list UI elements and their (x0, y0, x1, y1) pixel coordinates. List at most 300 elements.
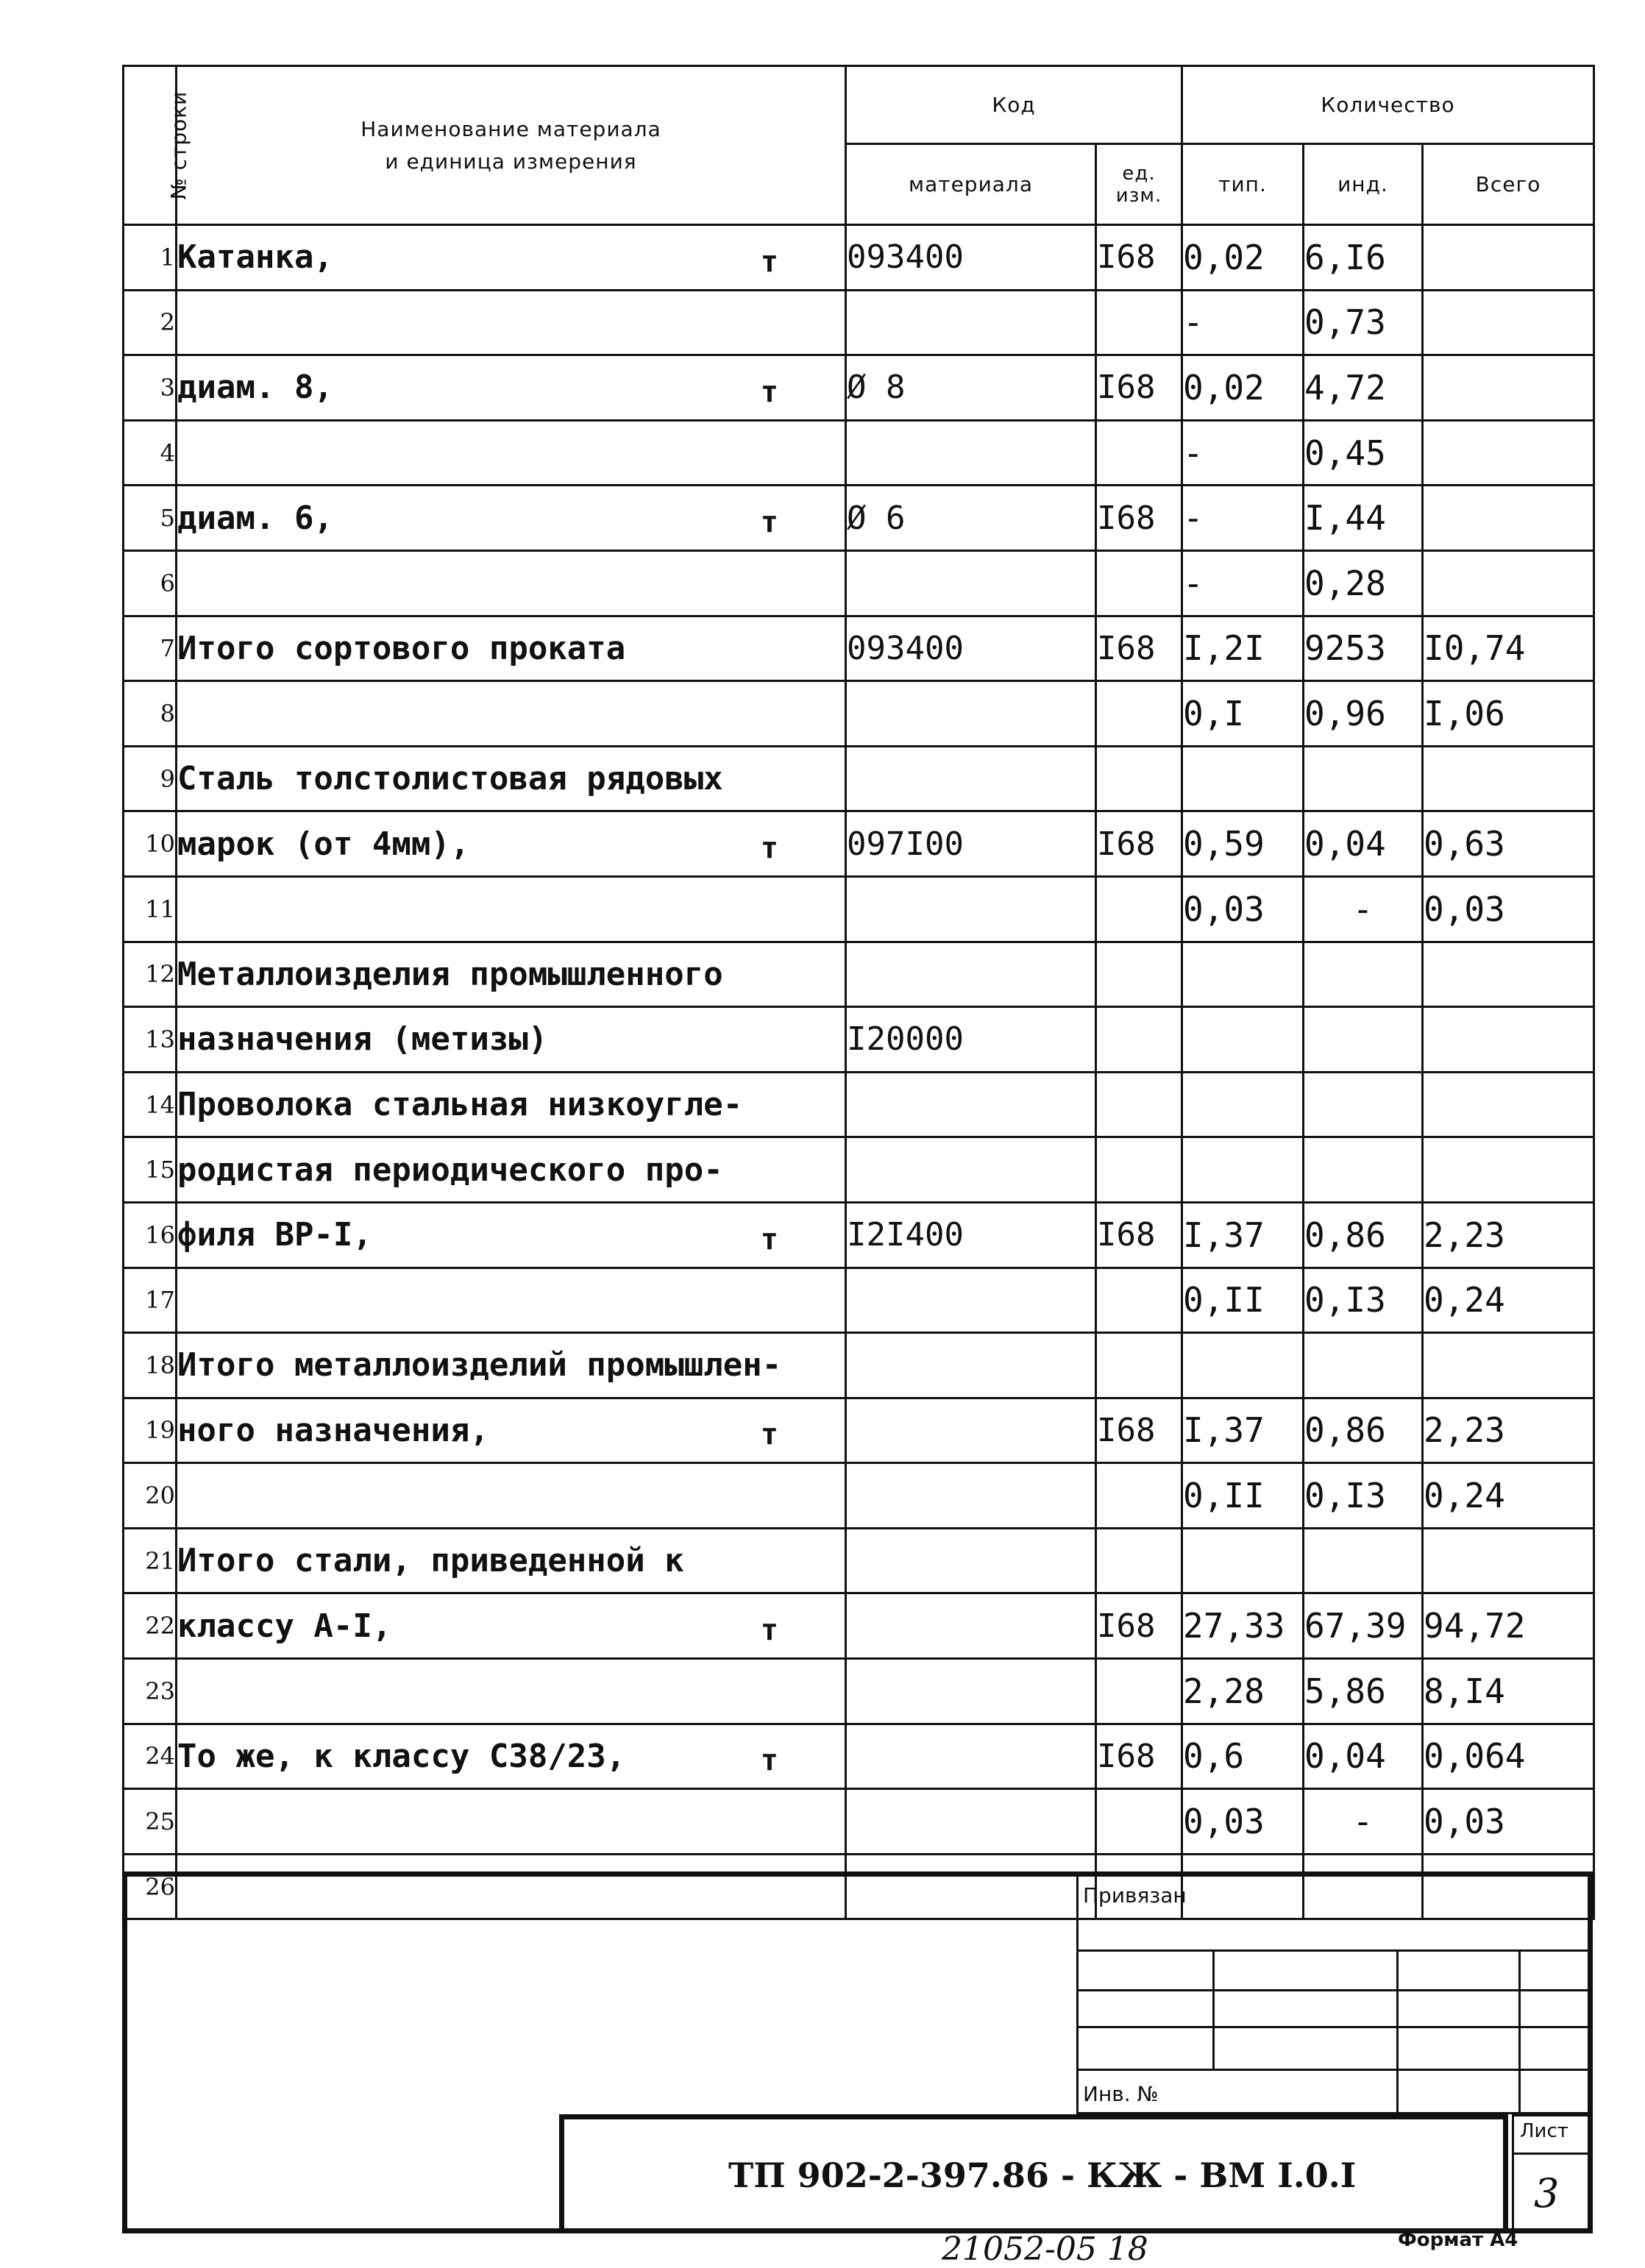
material-name-text: марок (от 4мм), (177, 825, 470, 863)
qty-typical (1182, 1659, 1304, 1724)
qty-total (1423, 1528, 1594, 1593)
unit-label: т (760, 374, 778, 409)
qty-typical (1182, 550, 1304, 616)
unit-code-text: I68 (1097, 1216, 1156, 1254)
material-code (846, 1333, 1096, 1398)
material-name-header: Наименование материала и единица измерения (177, 66, 846, 225)
unit-code (1096, 420, 1182, 486)
qty-typical-text: - (1183, 302, 1204, 343)
unit-code (1096, 1593, 1182, 1659)
material-code (846, 1268, 1096, 1333)
qty-typical (1182, 1333, 1304, 1398)
qty-typical (1182, 616, 1304, 681)
table-row (124, 290, 1594, 355)
qty-total (1423, 1724, 1594, 1789)
qty-typical (1182, 811, 1304, 877)
qty-typical-text: 0,II (1183, 1280, 1265, 1320)
qty-individual (1304, 616, 1423, 681)
qty-individual-text: 0,96 (1304, 693, 1386, 733)
material-name (177, 1333, 846, 1398)
qty-individual (1304, 486, 1423, 551)
qty-individual (1304, 550, 1423, 616)
qty-individual (1304, 811, 1423, 877)
unit-code (1096, 225, 1182, 291)
unit-code-text: I68 (1097, 499, 1156, 537)
material-name (177, 1724, 846, 1789)
material-name (177, 486, 846, 551)
row-number-text: 8 (160, 699, 175, 728)
material-name (177, 876, 846, 942)
qty-individual (1304, 681, 1423, 747)
row-number (124, 1072, 177, 1137)
unit-code (1096, 811, 1182, 877)
row-number (124, 1659, 177, 1724)
material-name-text: Катанка, (177, 238, 333, 277)
row-number-text: 19 (145, 1416, 175, 1445)
row-number-text: 7 (160, 634, 175, 663)
row-number-text: 25 (145, 1807, 175, 1836)
material-name (177, 942, 846, 1007)
material-name (177, 1398, 846, 1463)
row-number-text: 5 (160, 504, 175, 533)
qty-typical-text: 27,33 (1183, 1606, 1285, 1646)
qty-total (1423, 1789, 1594, 1855)
material-name-text: диам. 8, (177, 369, 333, 407)
row-number-text: 3 (160, 373, 175, 402)
unit-code (1096, 1268, 1182, 1333)
table-row (124, 420, 1594, 486)
unit-code (1096, 681, 1182, 747)
qty-individual-text: 0,73 (1304, 302, 1386, 343)
qty-typical-text: I,37 (1183, 1410, 1265, 1451)
qty-typical-text: - (1183, 498, 1204, 538)
qty-total-text: 94,72 (1424, 1606, 1526, 1646)
materials-table (122, 65, 1595, 1920)
table-row (124, 1268, 1594, 1333)
qty-typical (1182, 1268, 1304, 1333)
row-number-text: 10 (145, 830, 175, 859)
qty-individual (1304, 1659, 1423, 1724)
qty-total-text: I,06 (1424, 693, 1505, 733)
qty-typical-text: - (1183, 433, 1204, 473)
material-code (846, 1137, 1096, 1203)
material-name (177, 355, 846, 421)
material-code (846, 876, 1096, 942)
table-row (124, 616, 1594, 681)
qty-typical (1182, 1789, 1304, 1855)
qty-typical-text: - (1183, 563, 1204, 603)
format-label: Формат А4 (1398, 2229, 1518, 2251)
unit-code (1096, 876, 1182, 942)
row-number-text: 20 (145, 1482, 175, 1510)
qty-typical (1182, 420, 1304, 486)
material-name (177, 1202, 846, 1268)
material-code-text: Ø 6 (847, 499, 906, 537)
table-row (124, 1137, 1594, 1203)
qty-typical (1182, 355, 1304, 421)
row-number (124, 811, 177, 877)
qty-total-text: 0,03 (1424, 889, 1505, 929)
unit-code (1096, 616, 1182, 681)
row-number (124, 1137, 177, 1203)
qty-individual-text: 67,39 (1304, 1606, 1407, 1646)
row-number-text: 11 (145, 895, 175, 923)
qty-individual (1304, 1724, 1423, 1789)
material-name-text: классу А-I, (177, 1607, 392, 1645)
material-name (177, 1137, 846, 1203)
material-name-text: Итого стали, приведенной к (177, 1542, 684, 1580)
sheet-label: Лист (1520, 2120, 1568, 2142)
material-code-header: материала (846, 144, 1096, 225)
row-number-text: 2 (160, 308, 175, 337)
material-code (846, 1593, 1096, 1659)
material-code-text: 093400 (847, 629, 964, 667)
unit-code-text: I68 (1097, 629, 1156, 667)
material-name (177, 811, 846, 877)
qty-total (1423, 290, 1594, 355)
material-code (846, 1789, 1096, 1855)
qty-total-text: 2,23 (1424, 1410, 1505, 1451)
unit-code-text: I68 (1097, 1411, 1156, 1449)
material-name (177, 1463, 846, 1529)
unit-code (1096, 486, 1182, 551)
material-code (846, 616, 1096, 681)
material-name (177, 1268, 846, 1333)
row-number-text: 1 (160, 243, 175, 271)
qty-individual (1304, 1789, 1423, 1855)
material-code (846, 486, 1096, 551)
qty-typical (1182, 290, 1304, 355)
linked-label: Привязан (1083, 1883, 1187, 1908)
unit-code-text: I68 (1097, 1607, 1156, 1645)
unit-code-text: I68 (1097, 369, 1156, 407)
row-number (124, 1593, 177, 1659)
row-number (124, 616, 177, 681)
qty-individual-text: I,44 (1304, 498, 1386, 538)
material-name (177, 1072, 846, 1137)
unit-label: т (760, 831, 778, 865)
qty-individual (1304, 1398, 1423, 1463)
row-number (124, 1463, 177, 1529)
qty-typical (1182, 486, 1304, 551)
qty-total (1423, 1593, 1594, 1659)
qty-total (1423, 1268, 1594, 1333)
qty-typical (1182, 1724, 1304, 1789)
material-name-text: Металлоизделия промышленного (177, 955, 723, 993)
qty-total-text: 0,24 (1424, 1280, 1505, 1320)
qty-individual (1304, 1007, 1423, 1073)
table-row (124, 1202, 1594, 1268)
qty-individual-text: 0,86 (1304, 1215, 1386, 1255)
row-number-text: 24 (145, 1742, 175, 1771)
material-name (177, 225, 846, 291)
row-number (124, 1789, 177, 1855)
row-number-text: 15 (145, 1156, 175, 1184)
material-code (846, 1724, 1096, 1789)
table-row (124, 1333, 1594, 1398)
row-number-text: 14 (145, 1090, 175, 1119)
material-name-text: Итого сортового проката (177, 629, 626, 667)
qty-typical-text: 0,I (1183, 693, 1245, 733)
row-number (124, 550, 177, 616)
material-code-text: 097I00 (847, 825, 964, 863)
table-row (124, 681, 1594, 747)
unit-code (1096, 1072, 1182, 1137)
qty-total (1423, 1137, 1594, 1203)
unit-label: т (760, 1418, 778, 1452)
table-row (124, 746, 1594, 811)
qty-individual-text: 0,I3 (1304, 1280, 1386, 1320)
row-number-text: 9 (160, 764, 175, 793)
qty-typical-text: 0,02 (1183, 237, 1265, 277)
quantity-header: Количество (1182, 66, 1594, 144)
qty-total (1423, 681, 1594, 747)
qty-total (1423, 1202, 1594, 1268)
material-name-text: филя ВР-I, (177, 1216, 372, 1254)
qty-typical (1182, 1593, 1304, 1659)
row-number (124, 1007, 177, 1073)
material-name (177, 1007, 846, 1073)
unit-code (1096, 1398, 1182, 1463)
qty-typical-text: I,2I (1183, 628, 1265, 669)
unit-code (1096, 1724, 1182, 1789)
row-number-text: 17 (145, 1286, 175, 1315)
unit-code-text: I68 (1097, 238, 1156, 277)
qty-individual-text: 0,I3 (1304, 1476, 1386, 1516)
table-row (124, 486, 1594, 551)
material-name-text: Итого металлоизделий промышлен- (177, 1346, 782, 1384)
row-number (124, 355, 177, 421)
qty-total (1423, 1072, 1594, 1137)
table-row (124, 225, 1594, 291)
unit-code (1096, 1333, 1182, 1398)
table-row (124, 1659, 1594, 1724)
material-name (177, 746, 846, 811)
row-number (124, 1398, 177, 1463)
qty-individual-text: 5,86 (1304, 1671, 1386, 1711)
document-code: ТП 902-2-397.86 - КЖ - ВМ I.0.I (728, 2155, 1357, 2195)
material-name-text: То же, к классу С38/23, (177, 1737, 626, 1775)
qty-individual (1304, 1268, 1423, 1333)
unit-code (1096, 1137, 1182, 1203)
row-number (124, 746, 177, 811)
qty-total (1423, 1463, 1594, 1529)
row-number (124, 290, 177, 355)
table-row (124, 1072, 1594, 1137)
qty-individual (1304, 1202, 1423, 1268)
material-name-text: родистая периодического про- (177, 1151, 723, 1189)
row-number-text: 23 (145, 1677, 175, 1705)
qty-individual (1304, 290, 1423, 355)
qty-typical-text: 0,59 (1183, 824, 1265, 864)
qty-total-text: 0,064 (1424, 1736, 1526, 1777)
archive-number: 21052-05 18 (942, 2230, 1148, 2268)
qty-individual (1304, 355, 1423, 421)
material-code (846, 225, 1096, 291)
unit-code-text: I68 (1097, 1737, 1156, 1775)
material-code (846, 1398, 1096, 1463)
material-code (846, 1202, 1096, 1268)
qty-total (1423, 355, 1594, 421)
material-name-text: Проволока стальная низкоугле- (177, 1086, 743, 1124)
qty-individual (1304, 1463, 1423, 1529)
qty-individual (1304, 1333, 1423, 1398)
material-name (177, 550, 846, 616)
qty-individual-text: 0,04 (1304, 824, 1386, 864)
unit-label: т (760, 244, 778, 279)
material-name (177, 290, 846, 355)
qty-total (1423, 1007, 1594, 1073)
qty-individual (1304, 1528, 1423, 1593)
row-number-text: 13 (145, 1025, 175, 1053)
qty-individual-text: 6,I6 (1304, 237, 1386, 277)
row-number (124, 1528, 177, 1593)
qty-individual (1304, 746, 1423, 811)
qty-individual-text: - (1352, 1802, 1374, 1842)
qty-typical (1182, 1072, 1304, 1137)
qty-typical-text: 0,03 (1183, 889, 1265, 929)
unit-label: т (760, 1222, 778, 1256)
qty-total-text: 0,63 (1424, 824, 1505, 864)
qty-typical-text: 0,6 (1183, 1736, 1245, 1777)
qty-total-text: 8,I4 (1424, 1671, 1505, 1711)
qty-typical-text: I,37 (1183, 1215, 1265, 1255)
row-number (124, 942, 177, 1007)
qty-total (1423, 486, 1594, 551)
row-number-text: 12 (145, 960, 175, 989)
qty-typical (1182, 1528, 1304, 1593)
qty-total (1423, 942, 1594, 1007)
material-code-text: I20000 (847, 1020, 964, 1059)
material-name (177, 1593, 846, 1659)
material-name (177, 420, 846, 486)
qty-total (1423, 811, 1594, 877)
row-number (124, 225, 177, 291)
row-number-text: 4 (160, 438, 175, 467)
material-name (177, 681, 846, 747)
qty-typical (1182, 681, 1304, 747)
row-number-text: 22 (145, 1612, 175, 1640)
table-row (124, 1007, 1594, 1073)
row-number-text: 26 (145, 1872, 175, 1901)
qty-typical (1182, 1463, 1304, 1529)
qty-total-header: Всего (1423, 144, 1594, 225)
unit-code (1096, 1202, 1182, 1268)
table-row (124, 1789, 1594, 1855)
row-number (124, 420, 177, 486)
table-row (124, 355, 1594, 421)
unit-code (1096, 1659, 1182, 1724)
qty-typical-header: тип. (1182, 144, 1304, 225)
unit-label: т (760, 1613, 778, 1648)
qty-total (1423, 616, 1594, 681)
qty-individual (1304, 420, 1423, 486)
qty-typical-text: 0,II (1183, 1476, 1265, 1516)
qty-typical (1182, 746, 1304, 811)
unit-code (1096, 1463, 1182, 1529)
row-number-text: 6 (160, 569, 175, 597)
qty-individual-text: 0,45 (1304, 433, 1386, 473)
material-code (846, 355, 1096, 421)
row-number (124, 1724, 177, 1789)
table-row (124, 1593, 1594, 1659)
qty-typical (1182, 1137, 1304, 1203)
material-code (846, 420, 1096, 486)
inventory-number-label: Инв. № (1083, 2082, 1159, 2106)
material-code (846, 1463, 1096, 1529)
qty-individual-text: 0,28 (1304, 563, 1386, 603)
qty-typical-text: 0,03 (1183, 1802, 1265, 1842)
qty-individual-text: 4,72 (1304, 367, 1386, 408)
material-name-text: назначения (метизы) (177, 1020, 548, 1059)
qty-individual-text: - (1352, 889, 1374, 929)
qty-individual (1304, 1072, 1423, 1137)
table-row (124, 1724, 1594, 1789)
qty-individual-header: инд. (1304, 144, 1423, 225)
table-row (124, 876, 1594, 942)
row-number (124, 1333, 177, 1398)
row-number (124, 486, 177, 551)
material-code (846, 681, 1096, 747)
qty-total (1423, 550, 1594, 616)
qty-total (1423, 876, 1594, 942)
qty-total-text: 0,24 (1424, 1476, 1505, 1516)
unit-label: т (760, 1743, 778, 1778)
qty-typical (1182, 1007, 1304, 1073)
unit-code-header: ед. изм. (1096, 144, 1182, 225)
qty-typical (1182, 942, 1304, 1007)
qty-typical (1182, 876, 1304, 942)
qty-individual (1304, 876, 1423, 942)
material-name (177, 1659, 846, 1724)
material-code (846, 290, 1096, 355)
qty-typical (1182, 1202, 1304, 1268)
unit-code (1096, 1007, 1182, 1073)
unit-code (1096, 746, 1182, 811)
row-number (124, 1268, 177, 1333)
qty-individual (1304, 1593, 1423, 1659)
material-code (846, 811, 1096, 877)
unit-code (1096, 1528, 1182, 1593)
material-code (846, 1659, 1096, 1724)
table-row (124, 1398, 1594, 1463)
material-code (846, 1528, 1096, 1593)
qty-individual-text: 0,86 (1304, 1410, 1386, 1451)
qty-total (1423, 1659, 1594, 1724)
row-number (124, 876, 177, 942)
qty-total-text: 0,03 (1424, 1802, 1505, 1842)
table-row (124, 942, 1594, 1007)
unit-code (1096, 1789, 1182, 1855)
unit-code (1096, 550, 1182, 616)
table-row (124, 811, 1594, 877)
unit-code (1096, 355, 1182, 421)
material-code (846, 1007, 1096, 1073)
qty-individual (1304, 225, 1423, 291)
table-row (124, 1463, 1594, 1529)
material-code (846, 746, 1096, 811)
row-number (124, 681, 177, 747)
material-code-text: 093400 (847, 238, 964, 277)
row-number-text: 21 (145, 1546, 175, 1575)
material-name (177, 1528, 846, 1593)
table-row (124, 550, 1594, 616)
unit-code-text: I68 (1097, 825, 1156, 863)
qty-total (1423, 1333, 1594, 1398)
row-number (124, 1202, 177, 1268)
row-number-header: № строки (124, 66, 177, 225)
unit-label: т (760, 505, 778, 539)
